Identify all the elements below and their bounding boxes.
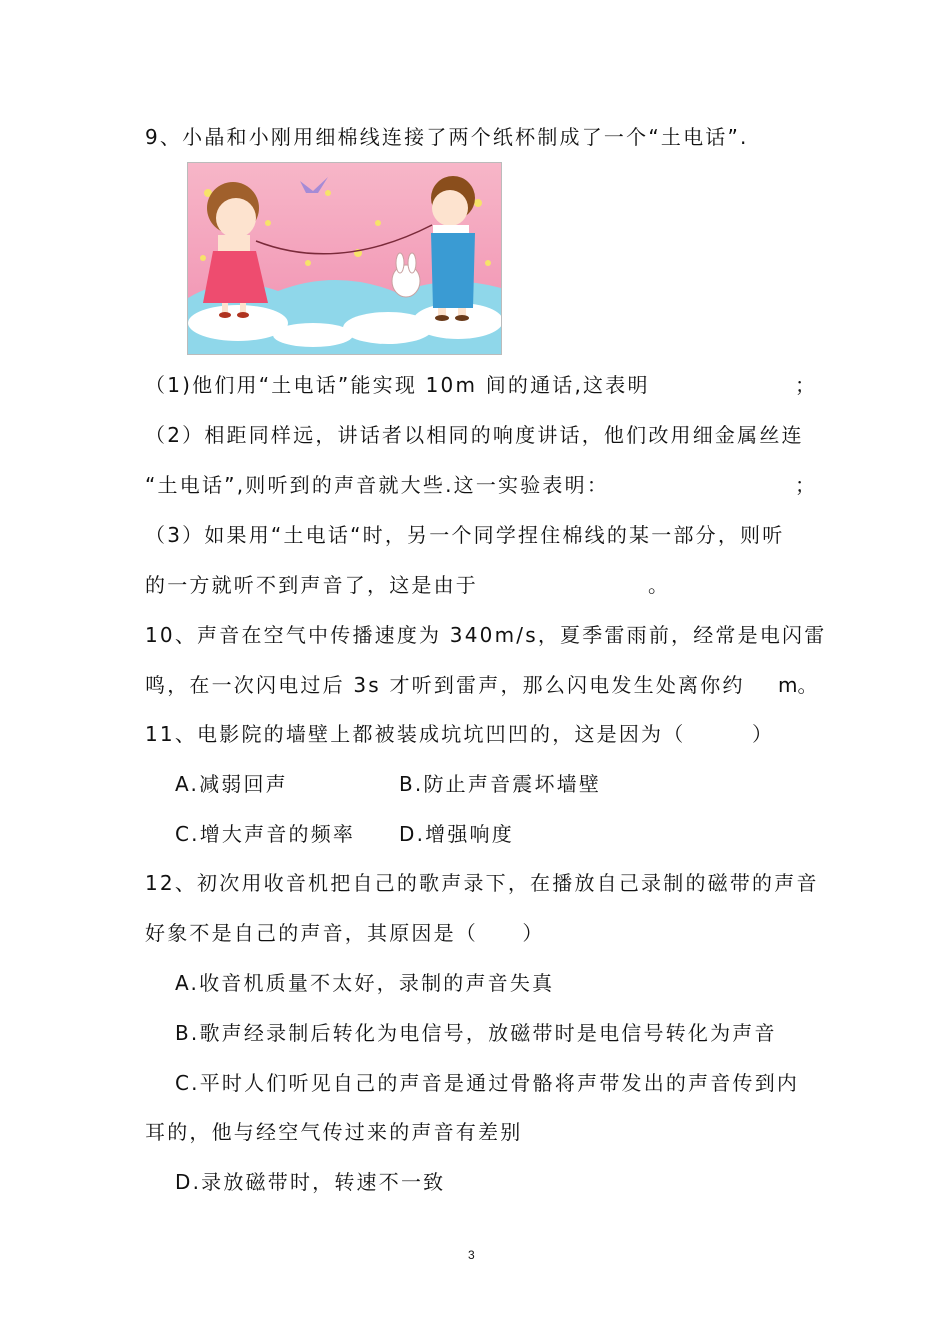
q9-part1: （1)他们用“土电话”能实现 10m 间的通话,这表明 — [145, 373, 650, 397]
q9-part2-line2: “土电话”,则听到的声音就大些.这一实验表明： — [145, 473, 610, 497]
q9-part3-end: 。 — [648, 573, 668, 597]
string-telephone-illustration — [187, 162, 502, 355]
q9-part3-line2: 的一方就听不到声音了，这是由于 — [145, 573, 478, 597]
q11-option-c: C.增大声音的频率 — [175, 822, 356, 846]
q9-part2-end: ； — [795, 473, 815, 497]
page-number: 3 — [468, 1248, 475, 1262]
q12-stem-line1: 12、初次用收音机把自己的歌声录下，在播放自己录制的磁带的声音 — [145, 871, 819, 895]
q11-option-a: A.减弱回声 — [175, 772, 288, 796]
q12-option-c-line1: C.平时人们听见自己的声音是通过骨骼将声带发出的声音传到内 — [175, 1071, 800, 1095]
q10-line2: 鸣，在一次闪电过后 3s 才听到雷声，那么闪电发生处离你约 — [145, 673, 745, 697]
q9-part3-line1: （3）如果用“土电话“时，另一个同学捏住棉线的某一部分，则听 — [145, 523, 785, 547]
cartoon-image — [188, 163, 501, 354]
q10-line1: 10、声音在空气中传播速度为 340m/s，夏季雷雨前，经常是电闪雷 — [145, 623, 827, 647]
q9-stem: 9、小晶和小刚用细棉线连接了两个纸杯制成了一个“土电话”. — [145, 125, 749, 149]
q10-line2-end: m。 — [778, 673, 818, 697]
q9-part2-line1: （2）相距同样远，讲话者以相同的响度讲话，他们改用细金属丝连 — [145, 423, 804, 447]
q11-stem: 11、电影院的墙壁上都被装成坑坑凹凹的，这是因为（ ） — [145, 722, 775, 746]
q12-option-c-line2: 耳的，他与经空气传过来的声音有差别 — [145, 1120, 523, 1144]
q12-option-b: B.歌声经录制后转化为电信号，放磁带时是电信号转化为声音 — [175, 1021, 777, 1045]
q9-part1-end: ； — [795, 373, 815, 397]
q11-option-d: D.增强响度 — [399, 822, 514, 846]
q12-option-d: D.录放磁带时，转速不一致 — [175, 1170, 446, 1194]
q11-option-b: B.防止声音震坏墙壁 — [399, 772, 602, 796]
q12-option-a: A.收音机质量不太好，录制的声音失真 — [175, 971, 555, 995]
q12-stem-line2: 好象不是自己的声音，其原因是（ ） — [145, 921, 545, 945]
